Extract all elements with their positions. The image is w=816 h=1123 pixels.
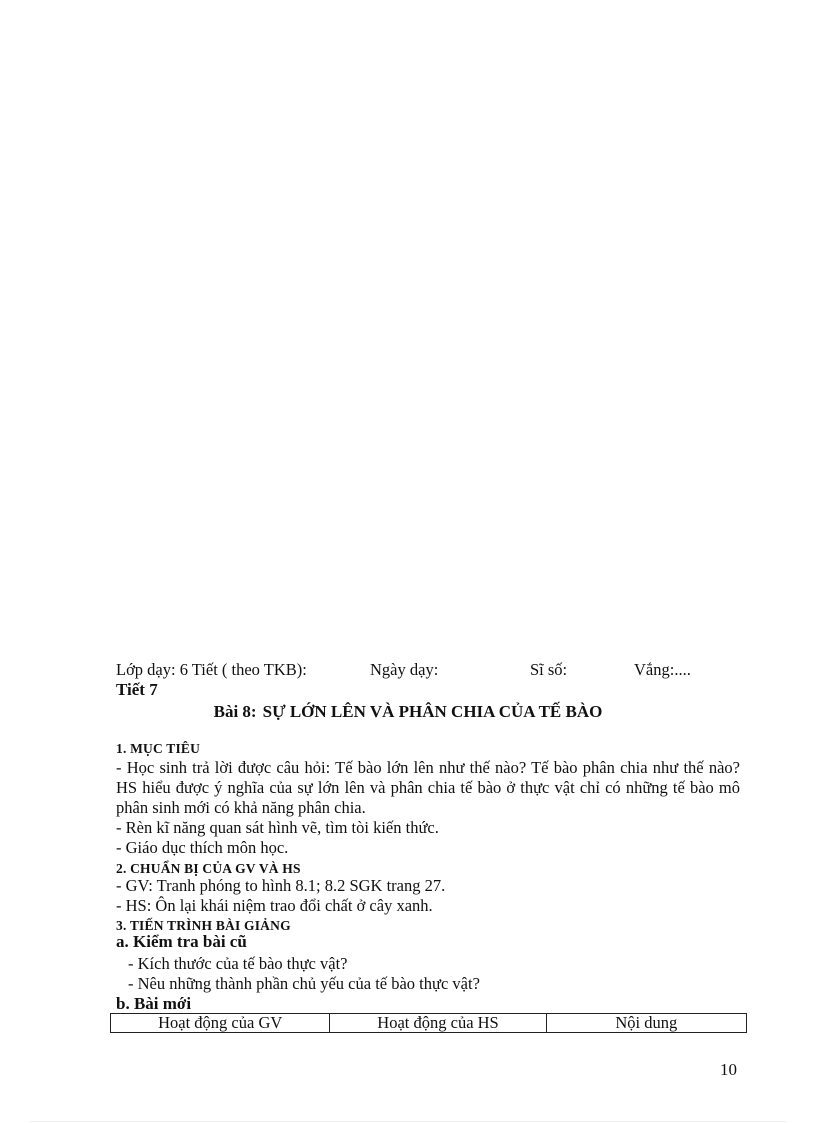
absent-label: Vắng:....: [634, 660, 691, 679]
table-header-row: [111, 1014, 747, 1033]
objective-paragraph-3: - Giáo dục thích môn học.: [116, 838, 289, 857]
section-2-heading: 2. CHUẨN BỊ CỦA GV VÀ HS: [116, 861, 301, 876]
section-1-heading: 1. MỤC TIÊU: [116, 741, 201, 756]
column-header-student: Hoạt động của HS: [330, 1014, 546, 1033]
preparation-student: - HS: Ôn lại khái niệm trao đổi chất ở cây xanh.: [116, 896, 433, 915]
objective-paragraph-1: - Học sinh trả lời được câu hỏi: Tế bào lớn lên như thế nào? Tế bào phân chia như thế nào? HS hiểu được ý nghĩa của sự lớn lên và phân chia tế bào ở thực vật chỉ có những tế bào mô phân sinh mới có khả năng phân chia.: [116, 758, 740, 817]
lesson-name: SỰ LỚN LÊN VÀ PHÂN CHIA CỦA TẾ BÀO: [262, 702, 603, 721]
objective-paragraph-2: - Rèn kĩ năng quan sát hình vẽ, tìm tòi kiến thức.: [116, 818, 439, 837]
preparation-teacher: - GV: Tranh phóng to hình 8.1; 8.2 SGK trang 27.: [116, 876, 446, 895]
lesson-number: Bài 8:: [213, 702, 257, 721]
count-label: Sĩ số:: [530, 660, 568, 679]
activity-table: [110, 1013, 747, 1033]
subsection-a-heading: a. Kiểm tra bài cũ: [116, 932, 247, 951]
review-question-1: - Kích thước của tế bào thực vật?: [128, 954, 348, 973]
page-number: 10: [720, 1060, 737, 1079]
subsection-b-heading: b. Bài mới: [116, 994, 192, 1013]
class-label: Lớp dạy: 6 Tiết ( theo TKB):: [116, 660, 307, 679]
date-label: Ngày dạy:: [370, 660, 439, 679]
review-question-2: - Nêu những thành phần chủ yếu của tế bào thực vật?: [128, 974, 480, 993]
section-3-heading: 3. TIẾN TRÌNH BÀI GIẢNG: [116, 918, 291, 933]
column-header-teacher: Hoạt động của GV: [111, 1014, 330, 1033]
page-bottom-rule: [30, 1121, 786, 1122]
lesson-title: [0, 702, 816, 722]
column-header-content: Nội dung: [546, 1014, 746, 1033]
period-label: Tiết 7: [116, 680, 158, 699]
